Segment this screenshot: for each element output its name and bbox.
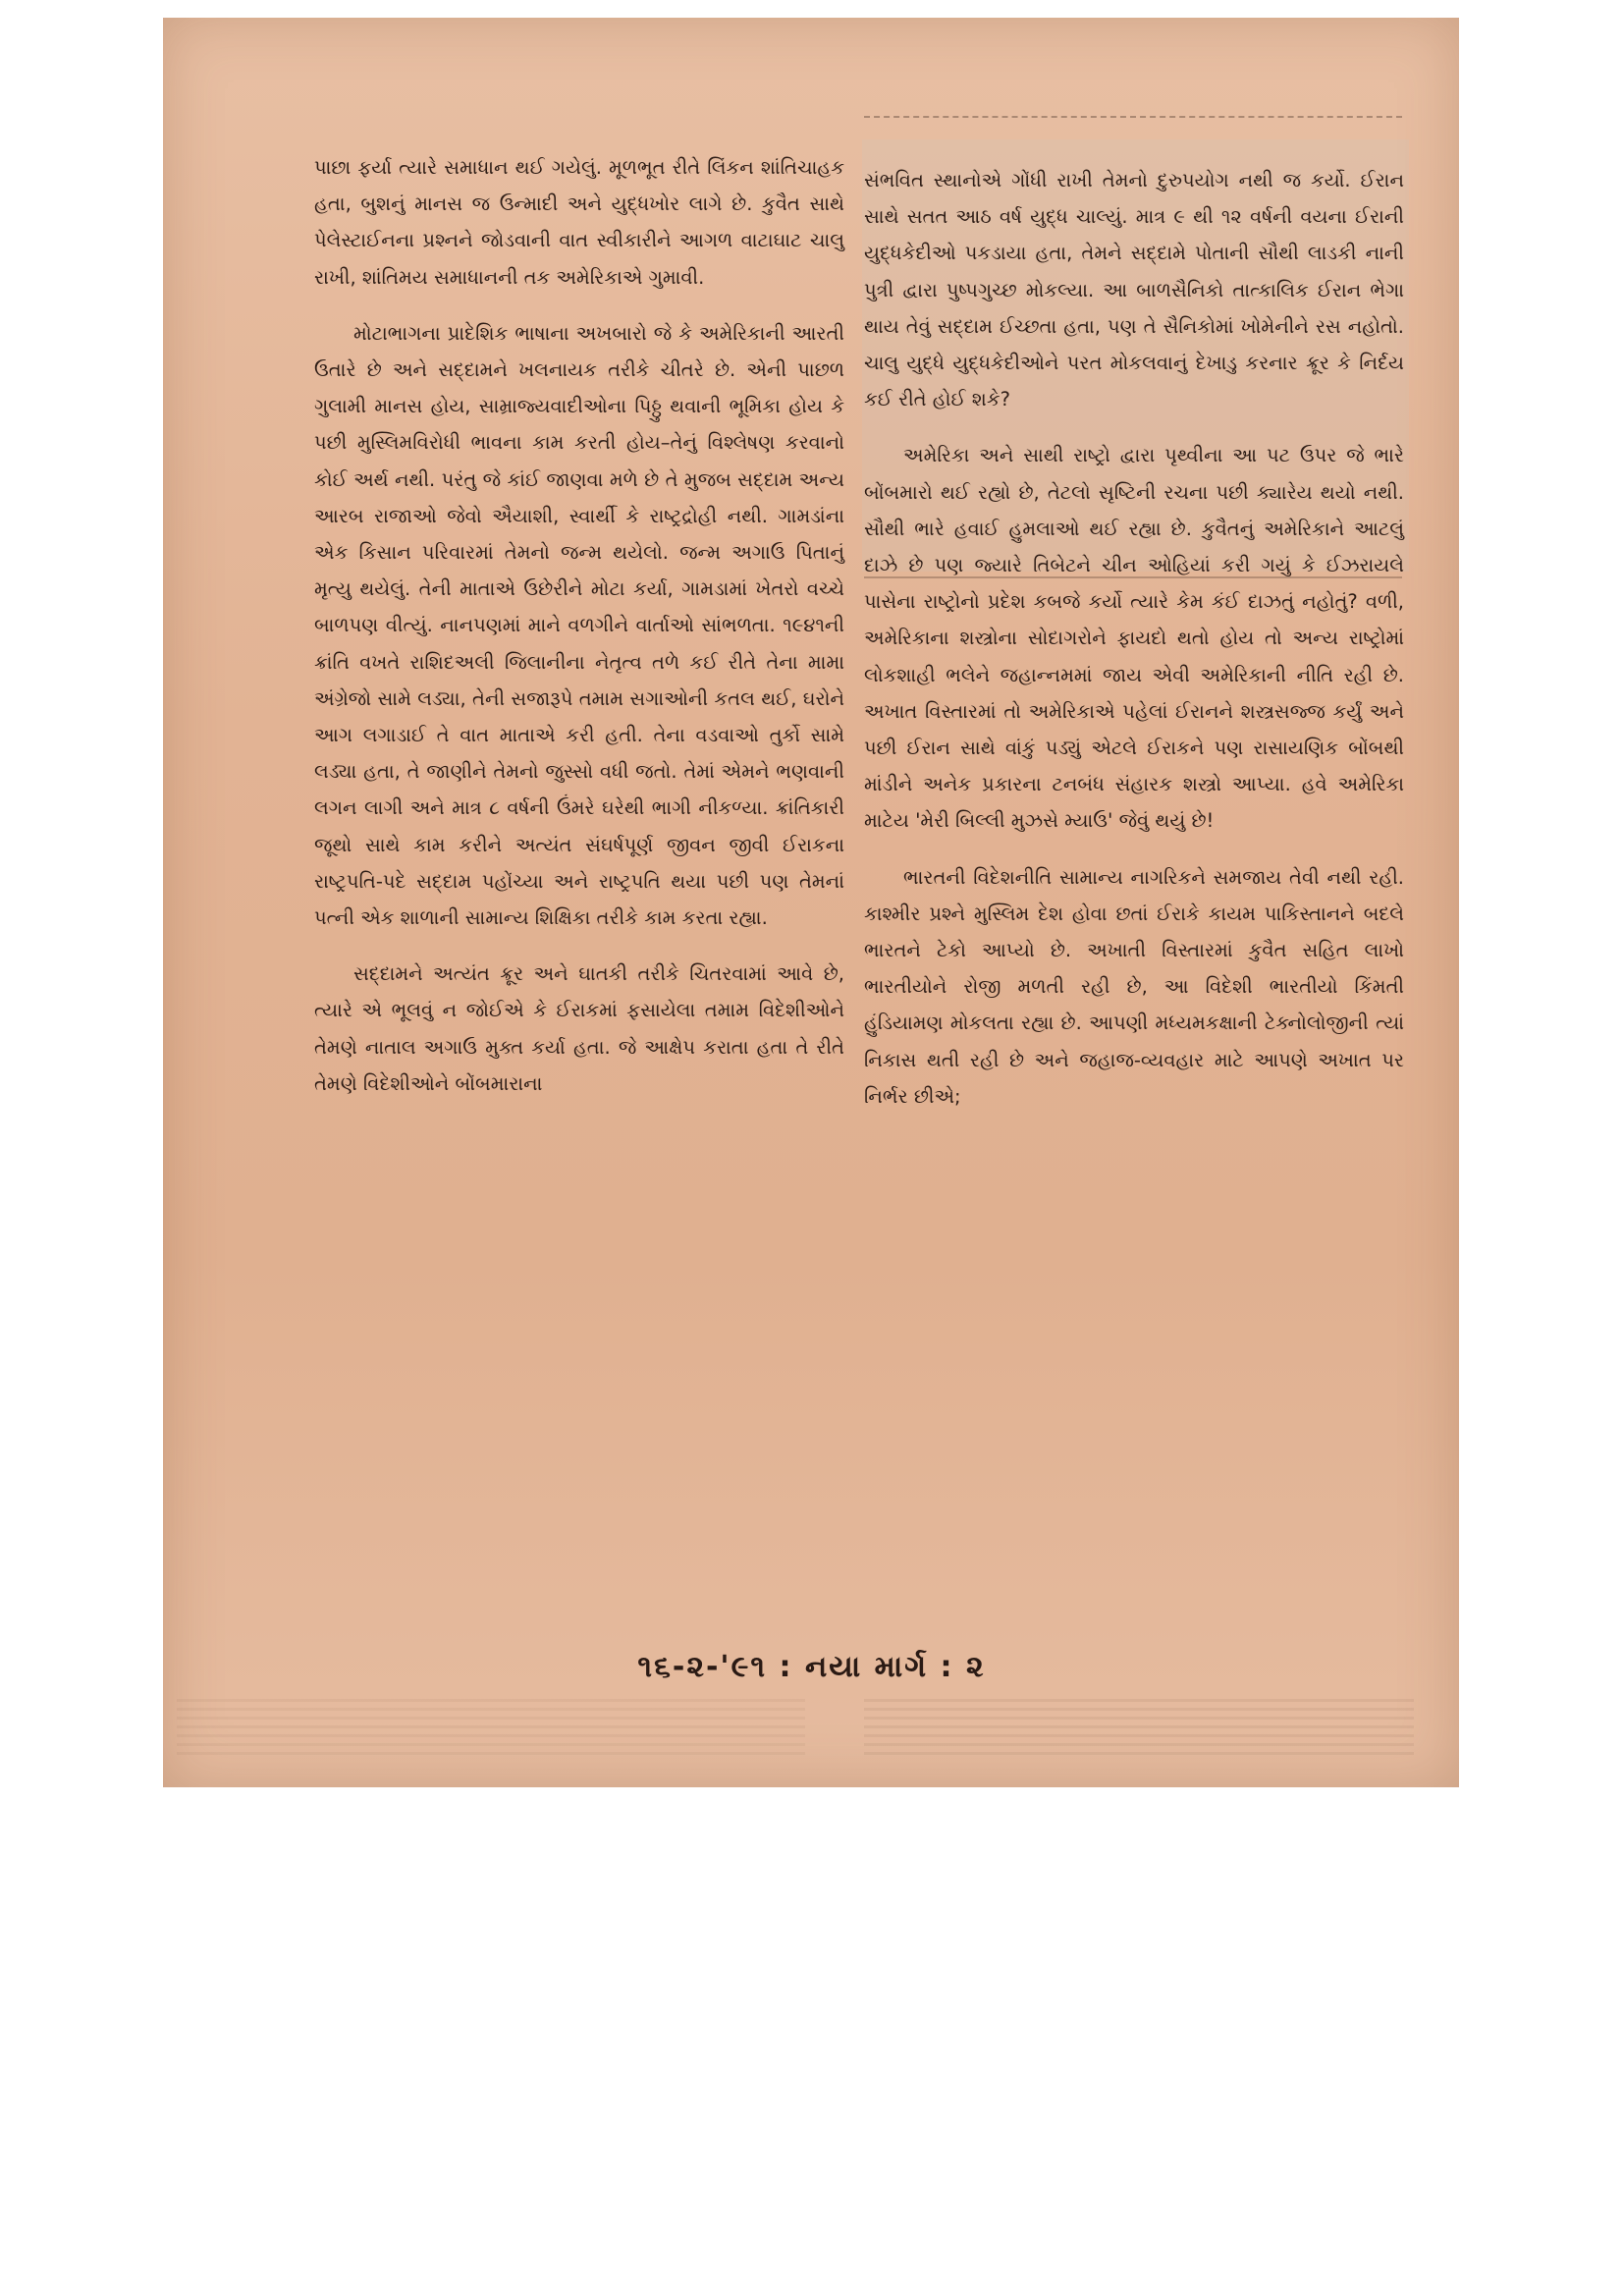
bleed-through-right — [864, 1699, 1414, 1758]
right-paragraph-3: ભારતની વિદેશનીતિ સામાન્ય નાગરિકને સમજાય તેવી નથી રહી. કાશ્મીર પ્રશ્ને મુસ્લિમ દેશ હોવા છતાં ઈરાકે કાયમ પાકિસ્તાનને બદલે ભારતને ટેકો આપ્યો છે. અખાતી વિસ્તારમાં કુવૈત સહિત લાખો ભારતીયોને રોજી મળતી રહી છે, આ વિદેશી ભારતીયો કિંમતી હુંડિયામણ મોકલતા રહ્યા છે. આપણી મધ્યમકક્ષાની ટેક્નોલોજીની ત્યાં નિકાસ થતી રહી છે અને જહાજ-વ્યવહાર માટે આપણે અખાત પર નિર્ભર છીએ; — [864, 865, 1404, 1108]
left-paragraph-1: પાછા ફર્યા ત્યારે સમાધાન થઈ ગયેલું. મૂળભૂત રીતે લિંકન શાંતિચાહક હતા, બુશનું માનસ જ ઉન્માદી અને યુદ્ધખોર લાગે છે. કુવૈત સાથે પેલેસ્ટાઈનના પ્રશ્નને જોડવાની વાત સ્વીકારીને આગળ વાટાઘાટ ચાલુ રાખી, શાંતિમય સમાધાનની તક અમેરિકાએ ગુમાવી. — [314, 156, 844, 289]
left-column — [314, 149, 844, 1121]
left-paragraph-2: મોટાભાગના પ્રાદેશિક ભાષાના અખબારો જે કે અમેરિકાની આરતી ઉતારે છે અને સદ્દામને ખલનાયક તરીકે ચીતરે છે. એની પાછળ ગુલામી માનસ હોય, સામ્રાજ્યવાદીઓના પિઠ્ઠુ થવાની ભૂમિકા હોય કે પછી મુસ્લિમવિરોધી ભાવના કામ કરતી હોય–તેનું વિશ્લેષણ કરવાનો કોઈ અર્થ નથી. પરંતુ જે કાંઈ જાણવા મળે છે તે મુજબ સદ્દામ અન્ય આરબ રાજાઓ જેવો ઐયાશી, સ્વાર્થી કે રાષ્ટ્રદ્રોહી નથી. ગામડાંના એક કિસાન પરિવારમાં તેમનો જન્મ થયેલો. જન્મ અગાઉ પિતાનું મૃત્યુ થયેલું. તેની માતાએ ઉછેરીને મોટા કર્યા, ગામડામાં ખેતરો વચ્ચે બાળપણ વીત્યું. નાનપણમાં માને વળગીને વાર્તાઓ સાંભળતા. ૧૯૪૧ની ક્રાંતિ વખતે રાશિદઅલી જિલાનીના નેતૃત્વ તળે કઈ રીતે તેના મામા અંગ્રેજો સામે લડ્યા, તેની સજારૂપે તમામ સગાઓની કતલ થઈ, ઘરોને આગ લગાડાઈ તે વાત માતાએ કરી હતી. તેના વડવાઓ તુર્કો સામે લડ્યા હતા, તે જાણીને તેમનો જુસ્સો વધી જતો. તેમાં એમને ભણવાની લગન લાગી અને માત્ર ૮ વર્ષની ઉંમરે ઘરેથી ભાગી નીકળ્યા. ક્રાંતિકારી જૂથો સાથે કામ કરીને અત્યંત સંઘર્ષપૂર્ણ જીવન જીવી ઈરાકના રાષ્ટ્રપતિ-પદે સદ્દામ પહોંચ્યા અને રાષ્ટ્રપતિ થયા પછી પણ તેમનાં પત્ની એક શાળાની સામાન્ય શિક્ષિકા તરીકે કામ કરતા રહ્યા. — [314, 321, 844, 930]
left-paragraph-3: સદ્દામને અત્યંત ક્રૂર અને ઘાતકી તરીકે ચિતરવામાં આવે છે, ત્યારે એ ભૂલવું ન જોઈએ કે ઈરાકમાં ફસાયેલા તમામ વિદેશીઓને તેમણે નાતાલ અગાઉ મુક્ત કર્યા હતા. જે આક્ષેપ કરાતા હતા તે રીતે તેમણે વિદેશીઓને બોંબમારાના — [314, 962, 844, 1095]
page-footer: ૧૬-૨-'૯૧ : નયા માર્ગ : ૨ — [637, 1650, 986, 1684]
right-column — [864, 162, 1404, 1134]
bleed-through-left — [177, 1699, 805, 1758]
top-dashed-rule — [864, 116, 1402, 118]
right-paragraph-2: અમેરિકા અને સાથી રાષ્ટ્રો દ્વારા પૃથ્વીના આ પટ ઉપર જે ભારે બોંબમારો થઈ રહ્યો છે, તેટલો સૃષ્ટિની રચના પછી ક્યારેય થયો નથી. સૌથી ભારે હવાઈ હુમલાઓ થઈ રહ્યા છે. કુવૈતનું અમેરિકાને આટલું દાઝે છે પણ જ્યારે તિબેટને ચીન ઓહિયાં કરી ગયું કે ઈઝરાયલે પાસેના રાષ્ટ્રોનો પ્રદેશ કબજે કર્યો ત્યારે કેમ કંઈ દાઝતું નહોતું? વળી, અમેરિકાના શસ્ત્રોના સોદાગરોને ફાયદો થતો હોય તો અન્ય રાષ્ટ્રોમાં લોકશાહી ભલેને જહાન્નમમાં જાય એવી અમેરિકાની નીતિ રહી છે. અખાત વિસ્તારમાં તો અમેરિકાએ પહેલાં ઈરાનને શસ્ત્રસજ્જ કર્યું અને પછી ઈરાન સાથે વાંકું પડ્યું એટલે ઈરાકને પણ રાસાયણિક બોંબથી માંડીને અનેક પ્રકારના ટનબંધ સંહારક શસ્ત્રો આપ્યા. હવે અમેરિકા માટેય 'મેરી બિલ્લી મુઝસે મ્યાઉ' જેવું થયું છે! — [864, 444, 1404, 833]
right-paragraph-1: સંભવિત સ્થાનોએ ગોંધી રાખી તેમનો દુરુપયોગ નથી જ કર્યો. ઈરાન સાથે સતત આઠ વર્ષ યુદ્ધ ચાલ્યું. માત્ર ૯ થી ૧૨ વર્ષની વયના ઈરાની યુદ્ધકેદીઓ પકડાયા હતા, તેમને સદ્દામે પોતાની સૌથી લાડકી નાની પુત્રી દ્વારા પુષ્પગુચ્છ મોકલ્યા. આ બાળસૈનિકો તાત્કાલિક ઈરાન ભેગા થાય તેવું સદ્દામ ઈચ્છતા હતા, પણ તે સૈનિકોમાં ખોમેનીને રસ નહોતો. ચાલુ યુદ્ધે યુદ્ધકેદીઓને પરત મોકલવાનું દેખાડુ કરનાર ક્રૂર કે નિર્દય કઈ રીતે હોઈ શકે? — [864, 169, 1404, 411]
